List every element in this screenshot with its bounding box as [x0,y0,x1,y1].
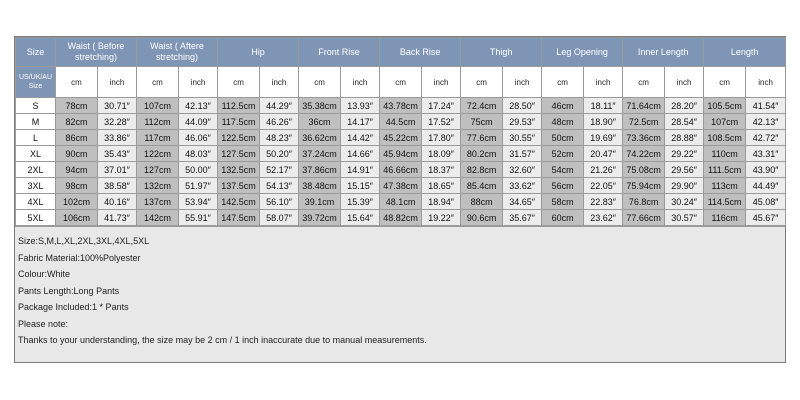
cm-value-cell: 48cm [542,114,584,130]
inch-value-cell: 52.17″ [260,162,299,178]
inch-value-cell: 29.53″ [503,114,542,130]
unit-header-cm: cm [218,67,260,98]
inch-value-cell: 20.47″ [584,146,623,162]
inch-value-cell: 44.29″ [260,98,299,114]
inch-value-cell: 50.20″ [260,146,299,162]
please-note-label: Please note: [18,318,69,329]
inch-value-cell: 14.17″ [341,114,380,130]
cm-value-cell: 52cm [542,146,584,162]
inch-value-cell: 53.94″ [179,194,218,210]
unit-header-cm: cm [56,67,98,98]
unit-header-cm: cm [380,67,422,98]
size-cell: 2XL [16,162,56,178]
size-header: Size [16,38,56,67]
table-row [16,146,786,162]
inch-value-cell: 14.42″ [341,130,380,146]
inch-value-cell: 29.90″ [665,178,704,194]
inch-value-cell: 33.86″ [98,130,137,146]
inch-value-cell: 30.57″ [665,210,704,226]
unit-header-inch: inch [422,67,461,98]
header-row [16,38,786,67]
inch-value-cell: 29.56″ [665,162,704,178]
inch-value-cell: 18.65″ [422,178,461,194]
cm-value-cell: 43.78cm [380,98,422,114]
cm-value-cell: 37.86cm [299,162,341,178]
cm-value-cell: 75cm [461,114,503,130]
inch-value-cell: 28.88″ [665,130,704,146]
inch-value-cell: 54.13″ [260,178,299,194]
unit-header-cm: cm [137,67,179,98]
table-row [16,114,786,130]
cm-value-cell: 90.6cm [461,210,503,226]
inch-value-cell: 45.67″ [746,210,786,226]
cm-value-cell: 112cm [137,114,179,130]
cm-value-cell: 117.5cm [218,114,260,130]
inch-value-cell: 45.08″ [746,194,786,210]
inch-value-cell: 41.73″ [98,210,137,226]
unit-header-inch: inch [179,67,218,98]
cm-value-cell: 72.4cm [461,98,503,114]
cm-value-cell: 48.1cm [380,194,422,210]
cm-value-cell: 98cm [56,178,98,194]
inch-value-cell: 32.28″ [98,114,137,130]
cm-value-cell: 137cm [137,194,179,210]
cm-value-cell: 111.5cm [704,162,746,178]
inch-value-cell: 38.58″ [98,178,137,194]
inch-value-cell: 44.49″ [746,178,786,194]
cm-value-cell: 142cm [137,210,179,226]
cm-value-cell: 77.6cm [461,130,503,146]
inch-value-cell: 18.11″ [584,98,623,114]
column-header: Inner Length [623,38,704,67]
inch-value-cell: 42.13″ [746,114,786,130]
unit-header-inch: inch [584,67,623,98]
cm-value-cell: 88cm [461,194,503,210]
inch-value-cell: 33.62″ [503,178,542,194]
unit-header-row [16,67,786,98]
inch-value-cell: 17.52″ [422,114,461,130]
inch-value-cell: 13.93″ [341,98,380,114]
inch-value-cell: 14.91″ [341,162,380,178]
cm-value-cell: 39.72cm [299,210,341,226]
cm-value-cell: 132cm [137,178,179,194]
size-cell: 5XL [16,210,56,226]
column-header: Thigh [461,38,542,67]
inch-value-cell: 41.54″ [746,98,786,114]
cm-value-cell: 44.5cm [380,114,422,130]
inch-value-cell: 51.97″ [179,178,218,194]
cm-value-cell: 72.5cm [623,114,665,130]
cm-value-cell: 82cm [56,114,98,130]
column-header: Waist ( Aftere stretching) [137,38,218,67]
cm-value-cell: 110cm [704,146,746,162]
cm-value-cell: 75.94cm [623,178,665,194]
cm-value-cell: 85.4cm [461,178,503,194]
inch-value-cell: 35.67″ [503,210,542,226]
table-row [16,130,786,146]
inch-value-cell: 14.66″ [341,146,380,162]
size-subheader: US/UK/AU Size [16,67,56,98]
cm-value-cell: 112.5cm [218,98,260,114]
inch-value-cell: 40.16″ [98,194,137,210]
cm-value-cell: 37.24cm [299,146,341,162]
inch-value-cell: 56.10″ [260,194,299,210]
cm-value-cell: 82.8cm [461,162,503,178]
inch-value-cell: 46.06″ [179,130,218,146]
unit-header-cm: cm [461,67,503,98]
cm-value-cell: 50cm [542,130,584,146]
cm-value-cell: 127.5cm [218,146,260,162]
cm-value-cell: 77.66cm [623,210,665,226]
cm-value-cell: 36cm [299,114,341,130]
cm-value-cell: 90cm [56,146,98,162]
inch-value-cell: 30.55″ [503,130,542,146]
inch-value-cell: 34.65″ [503,194,542,210]
inch-value-cell: 21.26″ [584,162,623,178]
cm-value-cell: 36.62cm [299,130,341,146]
cm-value-cell: 73.36cm [623,130,665,146]
cm-value-cell: 80.2cm [461,146,503,162]
unit-header-cm: cm [542,67,584,98]
cm-value-cell: 114.5cm [704,194,746,210]
inch-value-cell: 28.20″ [665,98,704,114]
column-header: Front Rise [299,38,380,67]
inch-value-cell: 23.62″ [584,210,623,226]
unit-header-cm: cm [704,67,746,98]
inch-value-cell: 44.09″ [179,114,218,130]
inch-value-cell: 18.37″ [422,162,461,178]
inch-value-cell: 37.01″ [98,162,137,178]
inch-value-cell: 18.94″ [422,194,461,210]
inch-value-cell: 19.22″ [422,210,461,226]
cm-value-cell: 108.5cm [704,130,746,146]
sizes-note: Size:S,M,L,XL,2XL,3XL,4XL,5XL [18,236,150,246]
table-row [16,194,786,210]
size-cell: 4XL [16,194,56,210]
column-header: Back Rise [380,38,461,67]
inch-value-cell: 19.69″ [584,130,623,146]
cm-value-cell: 94cm [56,162,98,178]
inch-value-cell: 43.90″ [746,162,786,178]
cm-value-cell: 78cm [56,98,98,114]
package-note: Package Included:1 * Pants [18,302,129,312]
cm-value-cell: 106cm [56,210,98,226]
inch-value-cell: 18.09″ [422,146,461,162]
cm-value-cell: 127cm [137,162,179,178]
cm-value-cell: 137.5cm [218,178,260,194]
inch-value-cell: 17.24″ [422,98,461,114]
inch-value-cell: 15.15″ [341,178,380,194]
cm-value-cell: 74.22cm [623,146,665,162]
inch-value-cell: 48.03″ [179,146,218,162]
inch-value-cell: 29.22″ [665,146,704,162]
cm-value-cell: 147.5cm [218,210,260,226]
disclaimer-note: Thanks to your understanding, the size may be 2 cm / 1 inch inaccurate due to manual measurements. [18,335,427,345]
inch-value-cell: 43.31″ [746,146,786,162]
inch-value-cell: 58.07″ [260,210,299,226]
inch-value-cell: 55.91″ [179,210,218,226]
inch-value-cell: 35.43″ [98,146,137,162]
size-chart [14,36,786,363]
inch-value-cell: 30.24″ [665,194,704,210]
cm-value-cell: 46cm [542,98,584,114]
cm-value-cell: 107cm [704,114,746,130]
size-cell: L [16,130,56,146]
inch-value-cell: 18.90″ [584,114,623,130]
cm-value-cell: 75.08cm [623,162,665,178]
inch-value-cell: 50.00″ [179,162,218,178]
cm-value-cell: 58cm [542,194,584,210]
table-body [16,98,786,226]
cm-value-cell: 71.64cm [623,98,665,114]
cm-value-cell: 38.48cm [299,178,341,194]
column-header: Leg Opening [542,38,623,67]
inch-value-cell: 30.71″ [98,98,137,114]
inch-value-cell: 31.57″ [503,146,542,162]
cm-value-cell: 48.82cm [380,210,422,226]
table-row [16,98,786,114]
cm-value-cell: 45.94cm [380,146,422,162]
cm-value-cell: 105.5cm [704,98,746,114]
unit-header-inch: inch [98,67,137,98]
inch-value-cell: 28.50″ [503,98,542,114]
inch-value-cell: 17.80″ [422,130,461,146]
inch-value-cell: 15.39″ [341,194,380,210]
cm-value-cell: 45.22cm [380,130,422,146]
fabric-note: Fabric Material:100%Polyester [18,252,141,263]
cm-value-cell: 35.38cm [299,98,341,114]
unit-header-cm: cm [299,67,341,98]
colour-note: Colour:White [18,269,71,279]
inch-value-cell: 42.13″ [179,98,218,114]
cm-value-cell: 86cm [56,130,98,146]
table-row [16,210,786,226]
inch-value-cell: 42.72″ [746,130,786,146]
size-cell: S [16,98,56,114]
inch-value-cell: 22.05″ [584,178,623,194]
unit-header-inch: inch [260,67,299,98]
pants-length-note: Pants Length:Long Pants [18,285,120,296]
inch-value-cell: 15.64″ [341,210,380,226]
unit-header-cm: cm [623,67,665,98]
size-cell: 3XL [16,178,56,194]
cm-value-cell: 122.5cm [218,130,260,146]
size-cell: XL [16,146,56,162]
product-notes [15,226,785,362]
cm-value-cell: 60cm [542,210,584,226]
unit-header-inch: inch [665,67,704,98]
cm-value-cell: 46.66cm [380,162,422,178]
cm-value-cell: 102cm [56,194,98,210]
unit-header-inch: inch [341,67,380,98]
unit-header-inch: inch [746,67,786,98]
size-table [15,37,786,226]
table-row [16,178,786,194]
cm-value-cell: 47.38cm [380,178,422,194]
table-row [16,162,786,178]
cm-value-cell: 122cm [137,146,179,162]
size-cell: M [16,114,56,130]
inch-value-cell: 22.83″ [584,194,623,210]
column-header: Waist ( Before stretching) [56,38,137,67]
cm-value-cell: 54cm [542,162,584,178]
cm-value-cell: 132.5cm [218,162,260,178]
cm-value-cell: 113cm [704,178,746,194]
inch-value-cell: 32.60″ [503,162,542,178]
cm-value-cell: 76.8cm [623,194,665,210]
cm-value-cell: 39.1cm [299,194,341,210]
cm-value-cell: 107cm [137,98,179,114]
inch-value-cell: 28.54″ [665,114,704,130]
cm-value-cell: 56cm [542,178,584,194]
column-header: Length [704,38,786,67]
cm-value-cell: 117cm [137,130,179,146]
column-header: Hip [218,38,299,67]
cm-value-cell: 116cm [704,210,746,226]
inch-value-cell: 48.23″ [260,130,299,146]
cm-value-cell: 142.5cm [218,194,260,210]
unit-header-inch: inch [503,67,542,98]
inch-value-cell: 46.26″ [260,114,299,130]
